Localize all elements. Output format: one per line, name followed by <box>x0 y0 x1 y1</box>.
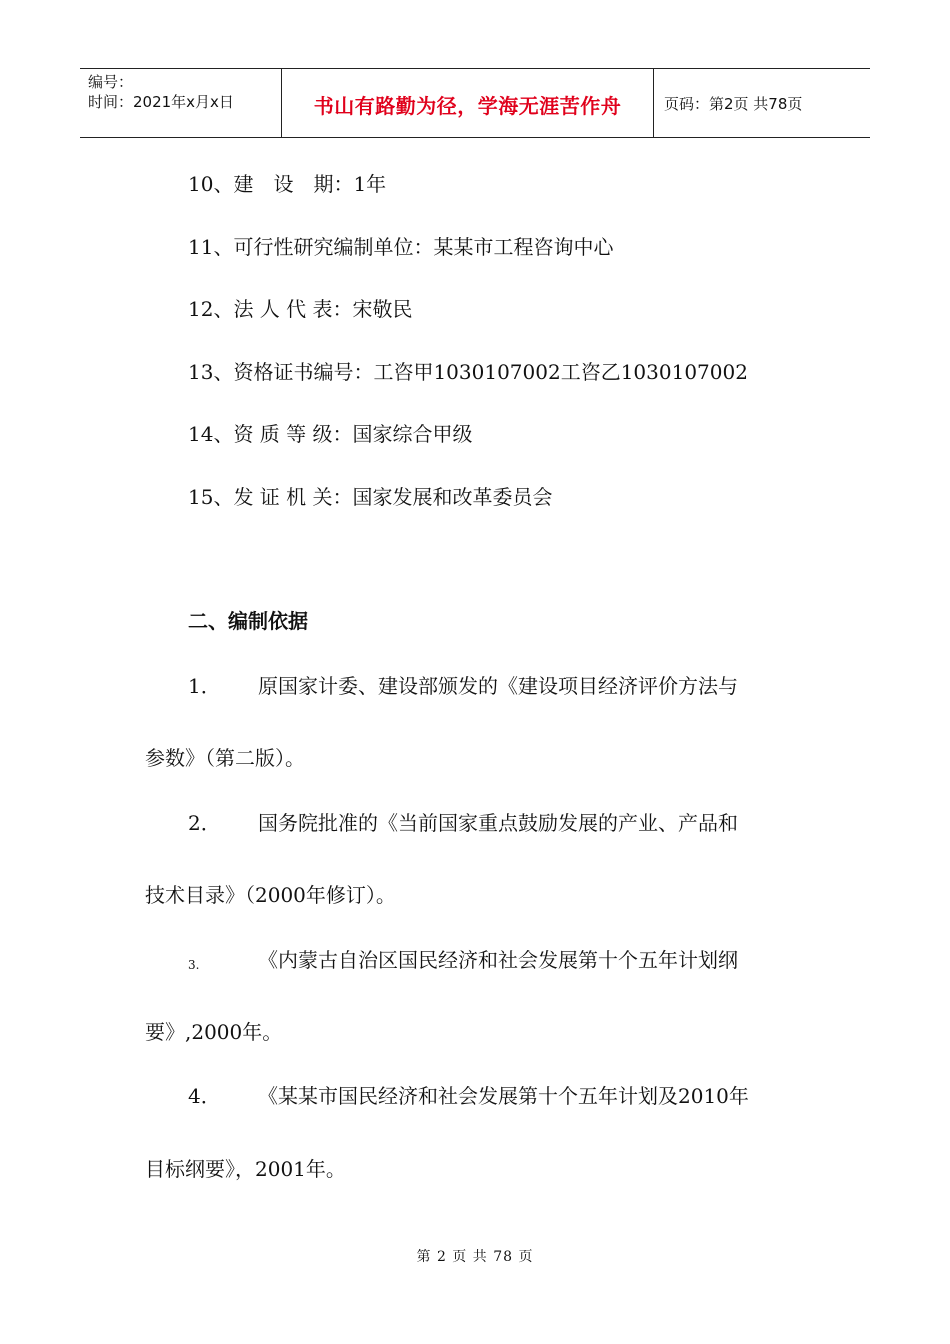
basis-continuation-2: 技术目录》（2000年修订）。 <box>145 883 396 907</box>
page-footer: 第 2 页 共 78 页 <box>416 1249 534 1265</box>
basis-number-4: 4． <box>188 1084 221 1108</box>
basis-text-3: 《内蒙古自治区国民经济和社会发展第十个五年计划纲 <box>258 948 738 972</box>
basis-continuation-1: 参数》（第二版）。 <box>145 746 305 770</box>
info-item-compiling-unit: 11、可行性研究编制单位：某某市工程咨询中心 <box>188 235 614 259</box>
section-title: 二、编制依据 <box>188 609 308 633</box>
basis-number-3: 3. <box>188 958 200 972</box>
basis-number-1: 1． <box>188 674 221 698</box>
basis-text-4: 《某某市国民经济和社会发展第十个五年计划及2010年 <box>258 1084 749 1108</box>
info-item-issuing-authority: 15、发 证 机 关：国家发展和改革委员会 <box>188 485 553 509</box>
info-item-qualification-grade: 14、资 质 等 级：国家综合甲级 <box>188 422 473 446</box>
basis-continuation-4: 目标纲要》，2001年。 <box>145 1157 346 1181</box>
info-item-legal-representative: 12、法 人 代 表：宋敬民 <box>188 297 413 321</box>
basis-text-1: 原国家计委、建设部颁发的《建设项目经济评价方法与 <box>258 674 738 698</box>
date-label: 时间：2021年x月x日 <box>88 93 234 111</box>
info-item-construction-period: 10、建 设 期：1年 <box>188 172 387 196</box>
motto-text: 书山有路勤为径，学海无涯苦作舟 <box>313 93 622 118</box>
info-item-certificate-number: 13、资格证书编号：工咨甲1030107002工咨乙1030107002 <box>188 360 748 384</box>
basis-number-2: 2． <box>188 811 221 835</box>
header-motto-cell <box>281 69 654 137</box>
page-header <box>80 68 870 138</box>
serial-number-label: 编号： <box>88 73 134 91</box>
header-meta-cell <box>80 69 281 137</box>
basis-continuation-3: 要》,2000年。 <box>145 1020 283 1044</box>
page-info: 页码：第2页 共78页 <box>664 94 803 113</box>
basis-text-2: 国务院批准的《当前国家重点鼓励发展的产业、产品和 <box>258 811 738 835</box>
header-page-cell <box>654 69 870 137</box>
